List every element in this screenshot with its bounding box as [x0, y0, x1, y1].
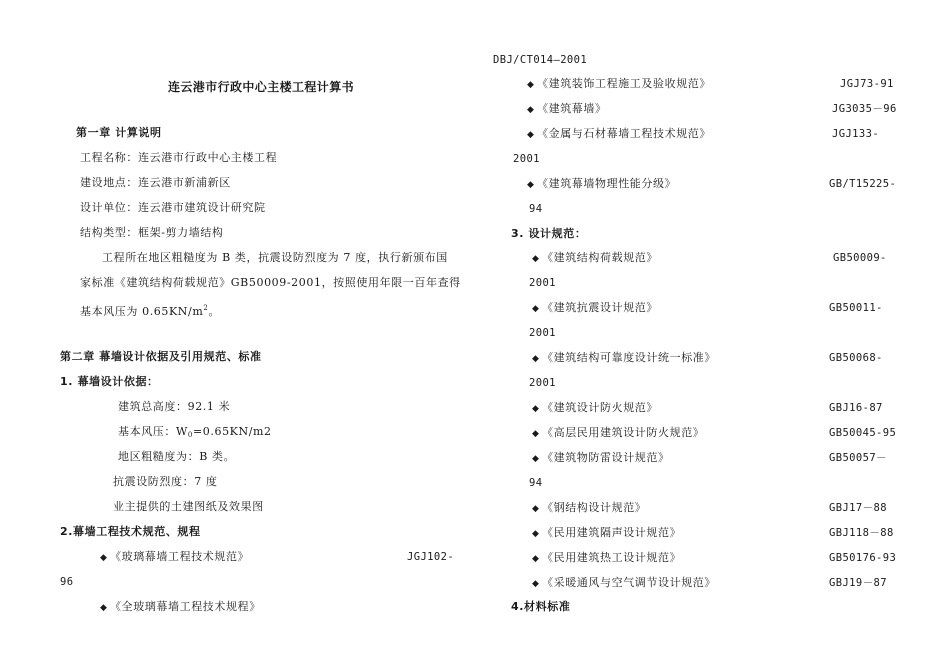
standard-name: 《建筑幕墙物理性能分级》 [537, 177, 677, 190]
bullet-icon: ◆ [532, 404, 540, 414]
standard-code: JG3035－96 [832, 103, 897, 115]
building-height: 建筑总高度：92.1 米 [118, 400, 231, 413]
bullet-icon: ◆ [532, 504, 540, 514]
bullet-icon: ◆ [532, 454, 540, 464]
standard-code-cont: 2001 [513, 153, 540, 165]
wind-pressure-text: 基本风压为 0.65KN/m [80, 305, 204, 318]
bullet-icon: ◆ [532, 554, 540, 564]
standard-code: JGJ73-91 [840, 78, 894, 90]
subscript: 0 [187, 431, 193, 439]
standard-code-cont: 94 [529, 477, 543, 489]
standard-code: GB50068- [829, 352, 883, 364]
project-location: 建设地点：连云港市新浦新区 [80, 176, 231, 189]
section-1-title: 1. 幕墙设计依据： [60, 375, 159, 388]
standard-name: 《建筑设计防火规范》 [542, 401, 658, 414]
standard-code: GBJ118－88 [829, 527, 894, 539]
wind-value: =0.65KN/m2 [192, 425, 272, 438]
list-item [532, 351, 716, 366]
standard-name: 《民用建筑隔声设计规范》 [542, 526, 682, 539]
section-4-title: 4.材料标准 [511, 600, 571, 613]
standard-code: JGJ102- [407, 551, 455, 563]
standard-name: 《建筑抗震设计规范》 [542, 301, 658, 314]
bullet-icon: ◆ [527, 130, 535, 140]
chapter-1-title: 第一章 计算说明 [76, 126, 162, 139]
design-unit: 设计单位：连云港市建筑设计研究院 [80, 201, 266, 214]
standard-code-cont: 2001 [529, 277, 556, 289]
standard-name: 《采暖通风与空气调节设计规范》 [542, 576, 716, 589]
bullet-icon: ◆ [100, 553, 108, 563]
ground-roughness: 地区粗糙度为：B 类。 [118, 450, 236, 463]
wind-label: 基本风压：W [118, 425, 188, 438]
list-item-glass-curtain [100, 550, 249, 565]
seismic-intensity: 抗震设防烈度：7 度 [113, 475, 218, 488]
standard-name: 《高层民用建筑设计防火规范》 [542, 426, 705, 439]
document-title: 连云港市行政中心主楼工程计算书 [168, 80, 355, 94]
standard-code: GBJ17－88 [829, 502, 887, 514]
list-item [532, 576, 716, 591]
standard-name: 《全玻璃幕墙工程技术规程》 [110, 600, 261, 613]
standard-code-cont: 2001 [529, 377, 556, 389]
bullet-icon: ◆ [527, 180, 535, 190]
paragraph-line-2: 家标准《建筑结构荷载规范》GB50009-2001，按照使用年限一百年查得 [80, 276, 461, 289]
list-item [527, 127, 711, 142]
standard-name: 《玻璃幕墙工程技术规范》 [110, 550, 250, 563]
bullet-icon: ◆ [532, 354, 540, 364]
standard-code: GB/T15225- [829, 178, 897, 190]
standard-name: 《金属与石材幕墙工程技术规范》 [537, 127, 711, 140]
standard-code: GB50009- [833, 252, 887, 264]
list-item [532, 301, 658, 316]
list-item [527, 177, 676, 192]
list-item [532, 551, 681, 566]
bullet-icon: ◆ [532, 254, 540, 264]
list-item [527, 102, 607, 117]
basic-wind-pressure [118, 425, 272, 442]
list-item [532, 451, 670, 466]
superscript: 2 [203, 304, 209, 312]
standard-name: 《建筑幕墙》 [537, 102, 607, 115]
standard-code: GBJ16-87 [829, 402, 883, 414]
chapter-2-title: 第二章 幕墙设计依据及引用规范、标准 [60, 350, 262, 363]
standard-name: 《钢结构设计规范》 [542, 501, 647, 514]
standard-name: 《建筑结构可靠度设计统一标准》 [542, 351, 716, 364]
standard-code: GB50045-95 [829, 427, 897, 439]
list-item [532, 401, 658, 416]
owner-drawings: 业主提供的土建图纸及效果图 [113, 500, 264, 513]
standard-code: GB50057－ [829, 452, 887, 464]
section-3-title: 3. 设计规范： [511, 227, 587, 240]
standard-name: 《建筑结构荷载规范》 [542, 251, 658, 264]
bullet-icon: ◆ [527, 105, 535, 115]
standard-code-cont: 2001 [529, 327, 556, 339]
period: 。 [208, 305, 221, 318]
standard-code: GB50176-93 [829, 552, 897, 564]
bullet-icon: ◆ [532, 304, 540, 314]
standard-name: 《建筑装饰工程施工及验收规范》 [537, 77, 711, 90]
paragraph-line-3 [80, 301, 220, 319]
list-item [532, 251, 658, 266]
list-item-full-glass [100, 600, 261, 615]
standard-code: GBJ19－87 [829, 577, 887, 589]
bullet-icon: ◆ [532, 579, 540, 589]
bullet-icon: ◆ [532, 529, 540, 539]
list-item [532, 426, 704, 441]
paragraph-line-1: 工程所在地区粗糙度为 B 类，抗震设防烈度为 7 度，执行新颁布国 [102, 251, 448, 264]
structure-type: 结构类型：框架-剪力墙结构 [80, 226, 224, 239]
bullet-icon: ◆ [532, 429, 540, 439]
standard-code: JGJ133- [832, 128, 880, 140]
standard-code: GB50011- [829, 302, 883, 314]
standard-name: 《建筑物防雷设计规范》 [542, 451, 670, 464]
list-item [532, 526, 681, 541]
standard-name: 《民用建筑热工设计规范》 [542, 551, 682, 564]
list-item [532, 501, 646, 516]
standard-code-cont: 96 [60, 576, 74, 588]
section-2-title: 2.幕墙工程技术规范、规程 [60, 525, 201, 538]
bullet-icon: ◆ [527, 80, 535, 90]
standard-code-cont: 94 [529, 203, 543, 215]
list-item [527, 77, 711, 92]
project-name: 工程名称：连云港市行政中心主楼工程 [80, 151, 278, 164]
standard-code-cont: DBJ/CT014—2001 [493, 54, 588, 66]
bullet-icon: ◆ [100, 603, 108, 613]
